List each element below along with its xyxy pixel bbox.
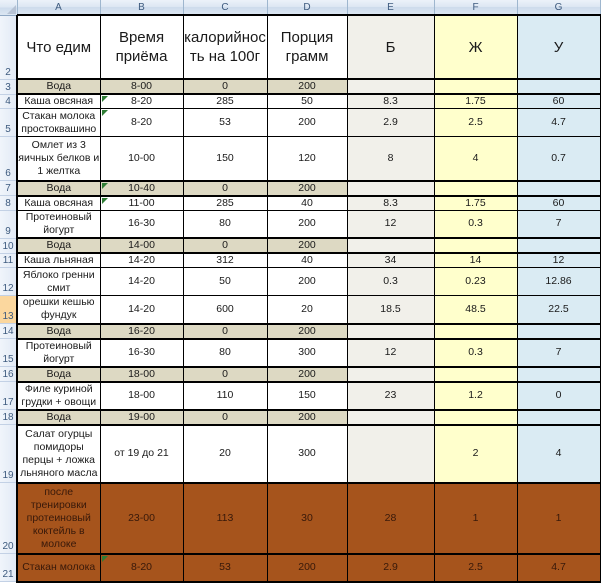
cell-D12[interactable]: 200	[267, 268, 347, 296]
cell-D10[interactable]: 200	[267, 238, 347, 253]
cell-B6[interactable]: 10-00	[100, 137, 183, 181]
header-cell-G2[interactable]: У	[517, 15, 600, 79]
cell-F3[interactable]	[434, 79, 517, 94]
select-all-corner[interactable]	[0, 0, 17, 15]
row-header-11[interactable]: 11	[0, 253, 17, 268]
cell-G20[interactable]: 1	[517, 483, 600, 554]
row-header-5[interactable]: 5	[0, 109, 17, 137]
cell-B8[interactable]: 11-00	[100, 196, 183, 211]
cell-D19[interactable]: 300	[267, 425, 347, 483]
column-header-C[interactable]: C	[183, 0, 267, 15]
cell-E18[interactable]	[347, 410, 434, 425]
cell-E6[interactable]: 8	[347, 137, 434, 181]
cell-G9[interactable]: 7	[517, 210, 600, 238]
table-row	[0, 410, 600, 425]
table-row	[0, 367, 600, 382]
cell-G17[interactable]: 0	[517, 382, 600, 410]
row-header-18[interactable]: 18	[0, 410, 17, 425]
cell-A12[interactable]: Яблоко гренни смит	[17, 268, 100, 296]
header-cell-B2[interactable]: Время приёма	[100, 15, 183, 79]
cell-F13[interactable]: 48.5	[434, 296, 517, 324]
cell-B17[interactable]: 18-00	[100, 382, 183, 410]
table-row	[0, 137, 600, 181]
cell-B7[interactable]: 10-40	[100, 181, 183, 196]
cell-E5[interactable]: 2.9	[347, 109, 434, 137]
row-header-10[interactable]: 10	[0, 238, 17, 253]
header-cell-E2[interactable]: Б	[347, 15, 434, 79]
cell-C16[interactable]: 0	[183, 367, 267, 382]
cell-B12[interactable]: 14-20	[100, 268, 183, 296]
cell-D8[interactable]: 40	[267, 196, 347, 211]
row-header-4[interactable]: 4	[0, 94, 17, 109]
row-header-7[interactable]: 7	[0, 181, 17, 196]
cell-E16[interactable]	[347, 367, 434, 382]
cell-A18[interactable]: Вода	[17, 410, 100, 425]
table-row	[0, 483, 600, 554]
cell-B16[interactable]: 18-00	[100, 367, 183, 382]
cell-G14[interactable]	[517, 324, 600, 339]
table-row	[0, 196, 600, 211]
cell-G10[interactable]	[517, 238, 600, 253]
cell-C3[interactable]: 0	[183, 79, 267, 94]
cell-F19[interactable]: 2	[434, 425, 517, 483]
cell-B13[interactable]: 14-20	[100, 296, 183, 324]
cell-F17[interactable]: 1.2	[434, 382, 517, 410]
table-header-row	[0, 15, 600, 79]
cell-A17[interactable]: Филе куриной грудки + овощи	[17, 382, 100, 410]
table-row	[0, 181, 600, 196]
cell-A6[interactable]: Омлет из 3 яичных белков и 1 желтка	[17, 137, 100, 181]
cell-C13[interactable]: 600	[183, 296, 267, 324]
cell-B3[interactable]: 8-00	[100, 79, 183, 94]
cell-B9[interactable]: 16-30	[100, 210, 183, 238]
cell-B11[interactable]: 14-20	[100, 253, 183, 268]
cell-D15[interactable]: 300	[267, 339, 347, 367]
row-header-9[interactable]: 9	[0, 210, 17, 238]
table-row	[0, 382, 600, 410]
cell-B14[interactable]: 16-20	[100, 324, 183, 339]
cell-B19[interactable]: от 19 до 21	[100, 425, 183, 483]
cell-F20[interactable]: 1	[434, 483, 517, 554]
column-header-F[interactable]: F	[434, 0, 517, 15]
cell-E9[interactable]: 12	[347, 210, 434, 238]
cell-E3[interactable]	[347, 79, 434, 94]
header-cell-C2[interactable]: калорийность на 100г	[183, 15, 267, 79]
cell-D18[interactable]: 200	[267, 410, 347, 425]
cell-C19[interactable]: 20	[183, 425, 267, 483]
cell-D5[interactable]: 200	[267, 109, 347, 137]
cell-C5[interactable]: 53	[183, 109, 267, 137]
cell-D4[interactable]: 50	[267, 94, 347, 109]
row-header-12[interactable]: 12	[0, 268, 17, 296]
cell-D16[interactable]: 200	[267, 367, 347, 382]
table-row	[0, 268, 600, 296]
row-header-15[interactable]: 15	[0, 339, 17, 367]
cell-F5[interactable]: 2.5	[434, 109, 517, 137]
cell-A3[interactable]: Вода	[17, 79, 100, 94]
cell-D6[interactable]: 120	[267, 137, 347, 181]
column-header-E[interactable]: E	[347, 0, 434, 15]
cell-G15[interactable]: 7	[517, 339, 600, 367]
cell-A13[interactable]: орешки кешью фундук	[17, 296, 100, 324]
table-row	[0, 296, 600, 324]
cell-C14[interactable]: 0	[183, 324, 267, 339]
cell-D11[interactable]: 40	[267, 253, 347, 268]
cell-G3[interactable]	[517, 79, 600, 94]
table-row	[0, 210, 600, 238]
cell-G13[interactable]: 22.5	[517, 296, 600, 324]
cell-A15[interactable]: Протеиновый йогурт	[17, 339, 100, 367]
cell-E4[interactable]: 8.3	[347, 94, 434, 109]
cell-F11[interactable]: 14	[434, 253, 517, 268]
table-row	[0, 324, 600, 339]
cell-B21[interactable]: 8-20	[100, 554, 183, 582]
cell-G8[interactable]: 60	[517, 196, 600, 211]
cell-F9[interactable]: 0.3	[434, 210, 517, 238]
cell-F6[interactable]: 4	[434, 137, 517, 181]
cell-D9[interactable]: 200	[267, 210, 347, 238]
cell-C11[interactable]: 312	[183, 253, 267, 268]
column-header-B[interactable]: B	[100, 0, 183, 15]
column-header-D[interactable]: D	[267, 0, 347, 15]
cell-A20[interactable]: после тренировки протеиновый коктейль в молоке	[17, 483, 100, 554]
cell-D14[interactable]: 200	[267, 324, 347, 339]
row-header-13[interactable]: 13	[0, 296, 17, 324]
cell-C7[interactable]: 0	[183, 181, 267, 196]
cell-E14[interactable]	[347, 324, 434, 339]
cell-D3[interactable]: 200	[267, 79, 347, 94]
cell-F10[interactable]	[434, 238, 517, 253]
cell-E11[interactable]: 34	[347, 253, 434, 268]
table-row	[0, 94, 600, 109]
cell-G4[interactable]: 60	[517, 94, 600, 109]
cell-A4[interactable]: Каша овсяная	[17, 94, 100, 109]
cell-C12[interactable]: 50	[183, 268, 267, 296]
column-letters-row	[0, 0, 600, 15]
cell-G11[interactable]: 12	[517, 253, 600, 268]
cell-D20[interactable]: 30	[267, 483, 347, 554]
cell-G21[interactable]: 4.7	[517, 554, 600, 582]
cell-E21[interactable]: 2.9	[347, 554, 434, 582]
cell-D13[interactable]: 20	[267, 296, 347, 324]
cell-B20[interactable]: 23-00	[100, 483, 183, 554]
cell-A14[interactable]: Вода	[17, 324, 100, 339]
row-header-16[interactable]: 16	[0, 367, 17, 382]
cell-E7[interactable]	[347, 181, 434, 196]
row-header-19[interactable]: 19	[0, 425, 17, 483]
row-header-6[interactable]: 6	[0, 137, 17, 181]
cell-C18[interactable]: 0	[183, 410, 267, 425]
cell-B4[interactable]: 8-20	[100, 94, 183, 109]
cell-C21[interactable]: 53	[183, 554, 267, 582]
cell-E10[interactable]	[347, 238, 434, 253]
cell-G6[interactable]: 0.7	[517, 137, 600, 181]
table-row	[0, 339, 600, 367]
row-header-8[interactable]: 8	[0, 196, 17, 211]
cell-C15[interactable]: 80	[183, 339, 267, 367]
cell-E15[interactable]: 12	[347, 339, 434, 367]
cell-B18[interactable]: 19-00	[100, 410, 183, 425]
cell-A9[interactable]: Протеиновый йогурт	[17, 210, 100, 238]
cell-C20[interactable]: 113	[183, 483, 267, 554]
cell-G12[interactable]: 12.86	[517, 268, 600, 296]
cell-B10[interactable]: 14-00	[100, 238, 183, 253]
cell-D21[interactable]: 200	[267, 554, 347, 582]
cell-G16[interactable]	[517, 367, 600, 382]
row-header-17[interactable]: 17	[0, 382, 17, 410]
header-cell-D2[interactable]: Порция грамм	[267, 15, 347, 79]
cell-F8[interactable]: 1.75	[434, 196, 517, 211]
cell-E8[interactable]: 8.3	[347, 196, 434, 211]
table-row	[0, 238, 600, 253]
cell-A5[interactable]: Стакан молока простоквашино	[17, 109, 100, 137]
table-row	[0, 253, 600, 268]
cell-F18[interactable]	[434, 410, 517, 425]
cell-C9[interactable]: 80	[183, 210, 267, 238]
cell-E17[interactable]: 23	[347, 382, 434, 410]
cell-G5[interactable]: 4.7	[517, 109, 600, 137]
cell-C17[interactable]: 110	[183, 382, 267, 410]
cell-E13[interactable]: 18.5	[347, 296, 434, 324]
cell-B15[interactable]: 16-30	[100, 339, 183, 367]
header-cell-F2[interactable]: Ж	[434, 15, 517, 79]
header-cell-A2[interactable]: Что едим	[17, 15, 100, 79]
table-row	[0, 425, 600, 483]
row-header-2[interactable]: 2	[0, 15, 17, 79]
table-row	[0, 79, 600, 94]
row-header-21[interactable]: 21	[0, 554, 17, 582]
row-header-3[interactable]: 3	[0, 79, 17, 94]
cell-G18[interactable]	[517, 410, 600, 425]
cell-D7[interactable]: 200	[267, 181, 347, 196]
cell-A11[interactable]: Каша льняная	[17, 253, 100, 268]
cell-F12[interactable]: 0.23	[434, 268, 517, 296]
cell-F7[interactable]	[434, 181, 517, 196]
cell-A7[interactable]: Вода	[17, 181, 100, 196]
cell-F14[interactable]	[434, 324, 517, 339]
cell-F16[interactable]	[434, 367, 517, 382]
cell-A8[interactable]: Каша овсяная	[17, 196, 100, 211]
cell-F21[interactable]: 2.5	[434, 554, 517, 582]
cell-F15[interactable]: 0.3	[434, 339, 517, 367]
column-header-G[interactable]: G	[517, 0, 600, 15]
cell-E20[interactable]: 28	[347, 483, 434, 554]
table-row	[0, 554, 600, 582]
cell-G7[interactable]	[517, 181, 600, 196]
table-row	[0, 109, 600, 137]
cell-G19[interactable]: 4	[517, 425, 600, 483]
cell-C4[interactable]: 285	[183, 94, 267, 109]
cell-C6[interactable]: 150	[183, 137, 267, 181]
row-header-14[interactable]: 14	[0, 324, 17, 339]
cell-E19[interactable]	[347, 425, 434, 483]
cell-C10[interactable]: 0	[183, 238, 267, 253]
cell-C8[interactable]: 285	[183, 196, 267, 211]
column-header-A[interactable]: A	[17, 0, 100, 15]
cell-B5[interactable]: 8-20	[100, 109, 183, 137]
cell-E12[interactable]: 0.3	[347, 268, 434, 296]
row-header-20[interactable]: 20	[0, 483, 17, 554]
cell-A10[interactable]: Вода	[17, 238, 100, 253]
cell-A21[interactable]: Стакан молока	[17, 554, 100, 582]
cell-D17[interactable]: 150	[267, 382, 347, 410]
cell-A19[interactable]: Салат огурцы помидоры перцы + ложка льняного масла	[17, 425, 100, 483]
cell-F4[interactable]: 1.75	[434, 94, 517, 109]
cell-A16[interactable]: Вода	[17, 367, 100, 382]
